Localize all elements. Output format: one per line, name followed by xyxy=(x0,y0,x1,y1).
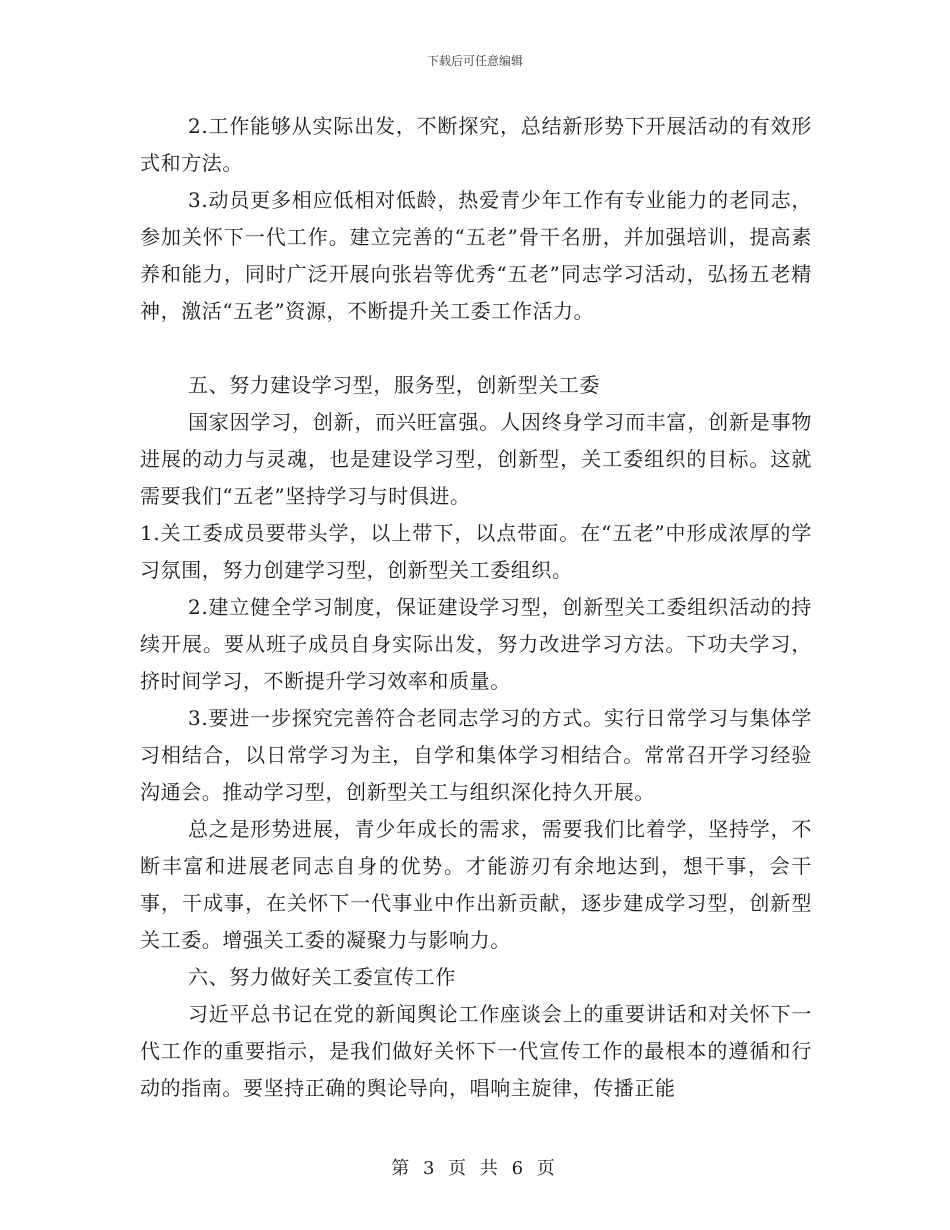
paragraph-mobilize-veterans: 3.动员更多相应低相对低龄，热爱青少年工作有专业能力的老同志，参加关怀下一代工作。建立完善的“五老”骨干名册，并加强培训，提高素养和能力，同时广泛开展向张岩等优秀“五老”同志学习活动，弘扬五老精神，激活“五老”资源，不断提升关工委工作活力。 xyxy=(140,188,812,323)
paragraph-learning-methods: 3.要进一步探究完善符合老同志学习的方式。实行日常学习与集体学习相结合，以日常学习为主，自学和集体学习相结合。常常召开学习经验沟通会。推动学习型，创新型关工与组织深化持久开展。 xyxy=(140,706,812,804)
section-spacer xyxy=(140,330,812,367)
paragraph-learning-system: 2.建立健全学习制度，保证建设学习型，创新型关工委组织活动的持续开展。要从班子成员自身实际出发，努力改进学习方法。下功夫学习，挤时间学习，不断提升学习效率和质量。 xyxy=(140,595,812,693)
header-note: 下载后可任意编辑 xyxy=(426,54,523,68)
section-heading-five: 五、努力建设学习型，服务型，创新型关工委 xyxy=(188,373,600,397)
paragraph-summary: 总之是形势进展，青少年成长的需求，需要我们比着学，坚持学，不断丰富和进展老同志自身的优势。才能游刃有余地达到，想干事，会干事，干成事，在关怀下一代事业中作出新贡献，逐步建成学习型，创新型关工委。增强关工委的凝聚力与影响力。 xyxy=(140,817,812,952)
paragraph-learning-innovation: 国家因学习，创新，而兴旺富强。人因终身学习而丰富，创新是事物进展的动力与灵魂，也是建设学习型，创新型，关工委组织的目标。这就需要我们“五老”坚持学习与时俱进。 xyxy=(140,410,812,508)
section-heading-six: 六、努力做好关工委宣传工作 xyxy=(188,965,456,989)
document-body xyxy=(140,108,812,1107)
paragraph-lead-learning: 1.关工委成员要带头学，以上带下，以点带面。在“五老”中形成浓厚的学习氛围，努力创建学习型，创新型关工委组织。 xyxy=(140,521,812,582)
paragraph-work-method: 2.工作能够从实际出发，不断探究，总结新形势下开展活动的有效形式和方法。 xyxy=(140,114,812,175)
paragraph-publicity: 习近平总书记在党的新闻舆论工作座谈会上的重要讲话和对关怀下一代工作的重要指示，是我们做好关怀下一代宣传工作的最根本的遵循和行动的指南。要坚持正确的舆论导向，唱响主旋律，传播正能 xyxy=(140,1002,812,1100)
page-footer: 第 3 页 共 6 页 xyxy=(391,1158,559,1179)
